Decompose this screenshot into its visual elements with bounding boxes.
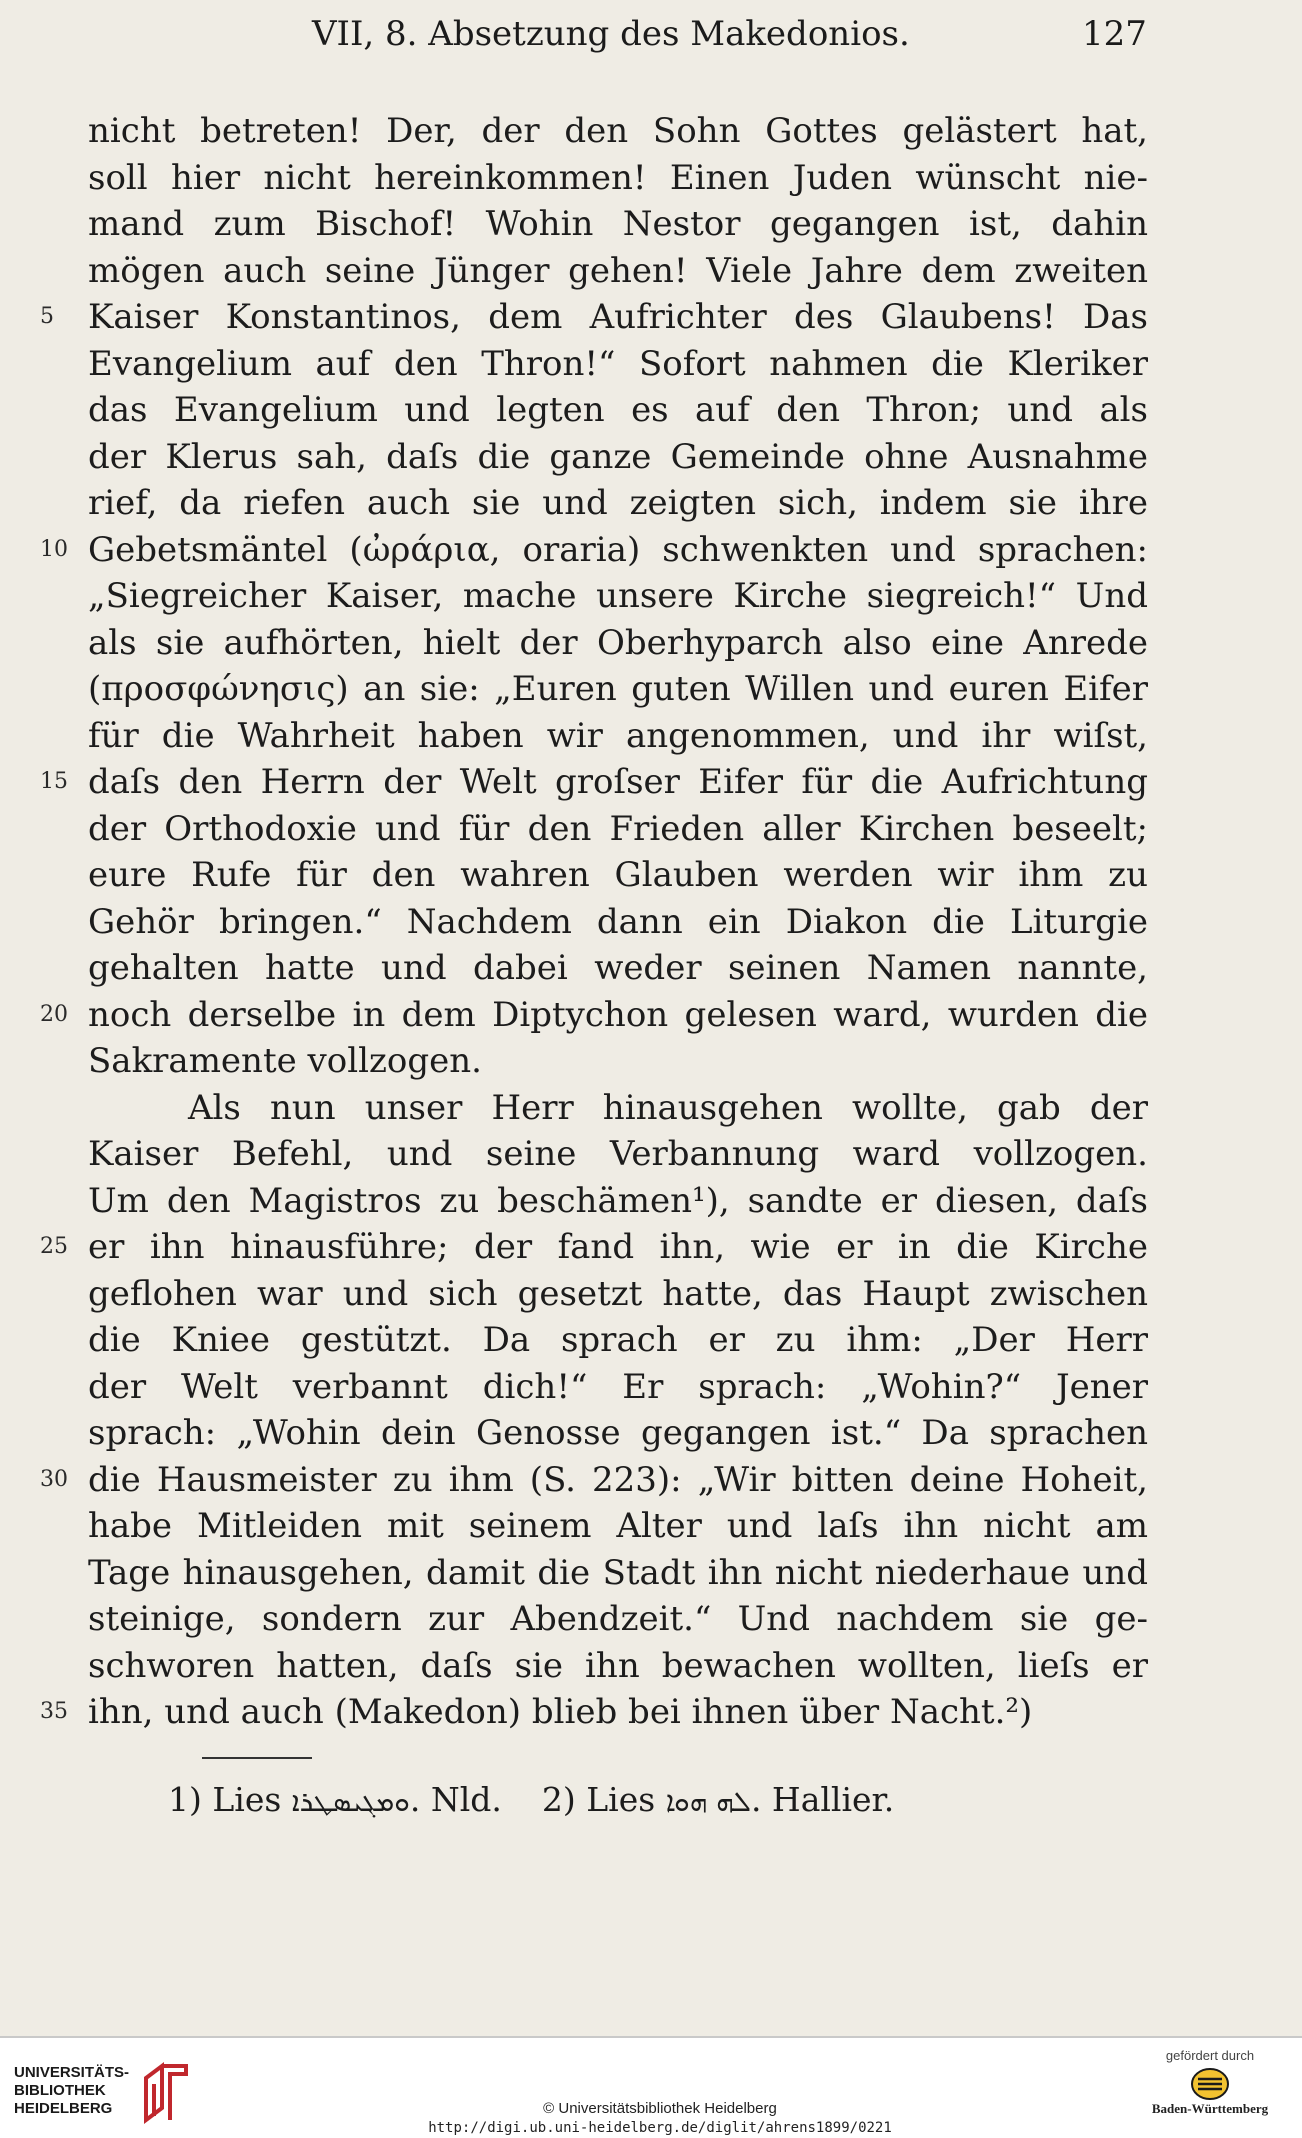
text-line-content: mögen auch seine Jünger gehen! Viele Jahre dem zweiten	[88, 250, 1148, 291]
text-line	[40, 1224, 1148, 1271]
text-line	[88, 1131, 1148, 1178]
sponsor-caption: gefördert durch	[1165, 2048, 1255, 2063]
text-line-content: die Hausmeister zu ihm (S. 223): „Wir bitten deine Hoheit,	[88, 1459, 1148, 1500]
text-line-content: sprach: „Wohin dein Genosse gegangen ist.“ Da sprachen	[88, 1413, 1148, 1453]
text-line-content: Kaiser Befehl, und seine Verbannung ward vollzogen.	[88, 1134, 1148, 1174]
text-line-content: Gebetsmäntel (ὠράρια, oraria) schwenkten und sprachen:	[88, 529, 1148, 570]
text-line	[88, 620, 1148, 667]
text-line-content: für die Wahrheit haben wir angenommen, und ihr wiſst,	[88, 715, 1148, 756]
footnotes	[168, 1780, 1068, 1819]
text-line-content: Tage hinausgehen, damit die Stadt ihn nicht niederhaue und	[88, 1552, 1148, 1593]
text-line	[40, 992, 1148, 1039]
text-line	[88, 1178, 1148, 1225]
text-line-content: rief, da riefen auch sie und zeigten sich, indem sie ihre	[88, 483, 1148, 523]
text-line	[88, 713, 1148, 760]
text-line	[40, 527, 1148, 574]
text-line-content: die Kniee gestützt. Da sprach er zu ihm: „Der Herr	[88, 1320, 1148, 1360]
text-line	[88, 806, 1148, 853]
body-text	[40, 108, 1148, 1736]
text-line-content: Gehör bringen.“ Nachdem dann ein Diakon die Liturgie	[88, 901, 1148, 942]
text-line-content: ihn, und auch (Makedon) blieb bei ihnen über Nacht.²)	[88, 1692, 1033, 1732]
text-line	[88, 666, 1148, 713]
text-line	[88, 1271, 1148, 1318]
sponsor-name: Baden-Württemberg	[1151, 2101, 1269, 2116]
text-line	[88, 1550, 1148, 1597]
text-line-content: das Evangelium und legten es auf den Thron; und als	[88, 390, 1148, 430]
text-line-content: mand zum Bischof! Wohin Nestor gegangen ist, dahin	[88, 204, 1148, 244]
line-number: 15	[40, 769, 68, 794]
text-line	[88, 341, 1148, 388]
text-line	[88, 1085, 1148, 1132]
footnote-rule	[202, 1757, 312, 1759]
text-line-content: Evangelium auf den Thron!“ Sofort nahmen die Kleriker	[88, 343, 1148, 384]
text-line-content: daſs den Herrn der Welt groſser Eifer für die Aufrichtung	[88, 762, 1148, 802]
running-head	[0, 14, 1302, 64]
text-line-content: eure Rufe für den wahren Glauben werden wir ihm zu	[88, 855, 1148, 895]
text-line	[88, 852, 1148, 899]
line-number: 10	[40, 536, 68, 562]
permalink-url[interactable]: http://digi.ub.uni-heidelberg.de/diglit/ahrens1899/0221	[428, 2120, 892, 2136]
text-line	[88, 1410, 1148, 1457]
crest-icon	[1190, 2067, 1230, 2101]
line-number: 5	[40, 304, 54, 329]
text-line-content: als sie aufhörten, hielt der Oberhyparch also eine Anrede	[88, 622, 1148, 663]
footnote-suffix: . Nld.	[409, 1780, 502, 1819]
text-line	[88, 480, 1148, 527]
text-line	[88, 248, 1148, 295]
library-logo[interactable]	[14, 2058, 194, 2128]
text-line-content: der Orthodoxie und für den Frieden aller Kirchen beseelt;	[88, 808, 1148, 849]
sponsor-block	[1130, 2048, 1290, 2134]
text-line	[88, 1643, 1148, 1690]
text-line	[88, 1596, 1148, 1643]
text-line	[40, 759, 1148, 806]
line-number: 30	[40, 1466, 68, 1492]
text-line-content: (προσφώνησις) an sie: „Euren guten Willen und euren Eifer	[88, 669, 1148, 709]
text-line	[88, 1317, 1148, 1364]
footnote-syriac: ܘܡܓܝܣܛܪܐ	[291, 1785, 410, 1818]
text-line-content: gehalten hatte und dabei weder seinen Namen nannte,	[88, 948, 1148, 988]
footnote-label: 1) Lies	[168, 1780, 282, 1819]
text-line-content: Als nun unser Herr hinausgehen wollte, gab der	[188, 1087, 1148, 1128]
text-line-content: soll hier nicht hereinkommen! Einen Juden wünscht nie-	[88, 157, 1148, 198]
footnote	[168, 1780, 502, 1819]
footnote-suffix: . Hallier.	[750, 1780, 895, 1819]
text-line	[40, 1689, 1148, 1736]
text-line-content: steinige, sondern zur Abendzeit.“ Und nachdem sie ge-	[88, 1599, 1148, 1639]
line-number: 20	[40, 1001, 68, 1027]
text-line	[88, 155, 1148, 202]
text-line-content: Sakramente vollzogen.	[88, 1041, 482, 1081]
text-line	[88, 1503, 1148, 1550]
text-line	[40, 1457, 1148, 1504]
footnote-label: 2) Lies	[541, 1780, 656, 1819]
text-line-content: schworen hatten, daſs sie ihn bewachen wollten, lieſs er	[88, 1645, 1148, 1686]
line-number: 25	[40, 1234, 68, 1259]
running-head-title: VII, 8. Absetzung des Makedonios.	[312, 14, 910, 54]
text-line	[88, 899, 1148, 946]
text-line-content: habe Mitleiden mit seinem Alter und laſs ihn nicht am	[88, 1506, 1148, 1546]
footnote	[542, 1780, 894, 1819]
text-line	[88, 1364, 1148, 1411]
text-line-content: der Welt verbannt dich!“ Er sprach: „Wohin?“ Jener	[88, 1366, 1148, 1407]
line-number: 35	[40, 1699, 68, 1724]
text-line	[88, 945, 1148, 992]
text-line-content: geflohen war und sich gesetzt hatte, das Haupt zwischen	[88, 1273, 1148, 1314]
text-line-content: „Siegreicher Kaiser, mache unsere Kirche siegreich!“ Und	[88, 576, 1148, 616]
text-line	[88, 573, 1148, 620]
text-line-content: nicht betreten! Der, der den Sohn Gottes gelästert hat,	[88, 111, 1148, 151]
text-line	[88, 108, 1148, 155]
text-line-content: der Klerus sah, daſs die ganze Gemeinde ohne Ausnahme	[88, 436, 1148, 477]
text-line	[88, 434, 1148, 481]
text-line	[88, 201, 1148, 248]
text-line	[88, 1038, 1148, 1085]
text-line	[40, 294, 1148, 341]
text-line	[88, 387, 1148, 434]
text-line-content: Kaiser Konstantinos, dem Aufrichter des Glaubens! Das	[88, 297, 1148, 337]
text-line-content: Um den Magistros zu beschämen¹), sandte er diesen, daſs	[88, 1180, 1148, 1221]
page-number: 127	[1082, 14, 1147, 54]
library-logo-text: UNIVERSITÄTS- BIBLIOTHEK HEIDELBERG	[14, 2064, 130, 2117]
footer-bar	[0, 2036, 1302, 2138]
library-logo-icon	[142, 2060, 190, 2124]
footnote-syriac: ܠܗ ܗܘܐ	[665, 1785, 751, 1818]
text-line-content: noch derselbe in dem Diptychon gelesen ward, wurden die	[88, 994, 1148, 1035]
copyright-notice: © Universitätsbibliothek Heidelberg	[543, 2100, 777, 2117]
text-line-content: er ihn hinausführe; der fand ihn, wie er in die Kirche	[88, 1227, 1148, 1267]
